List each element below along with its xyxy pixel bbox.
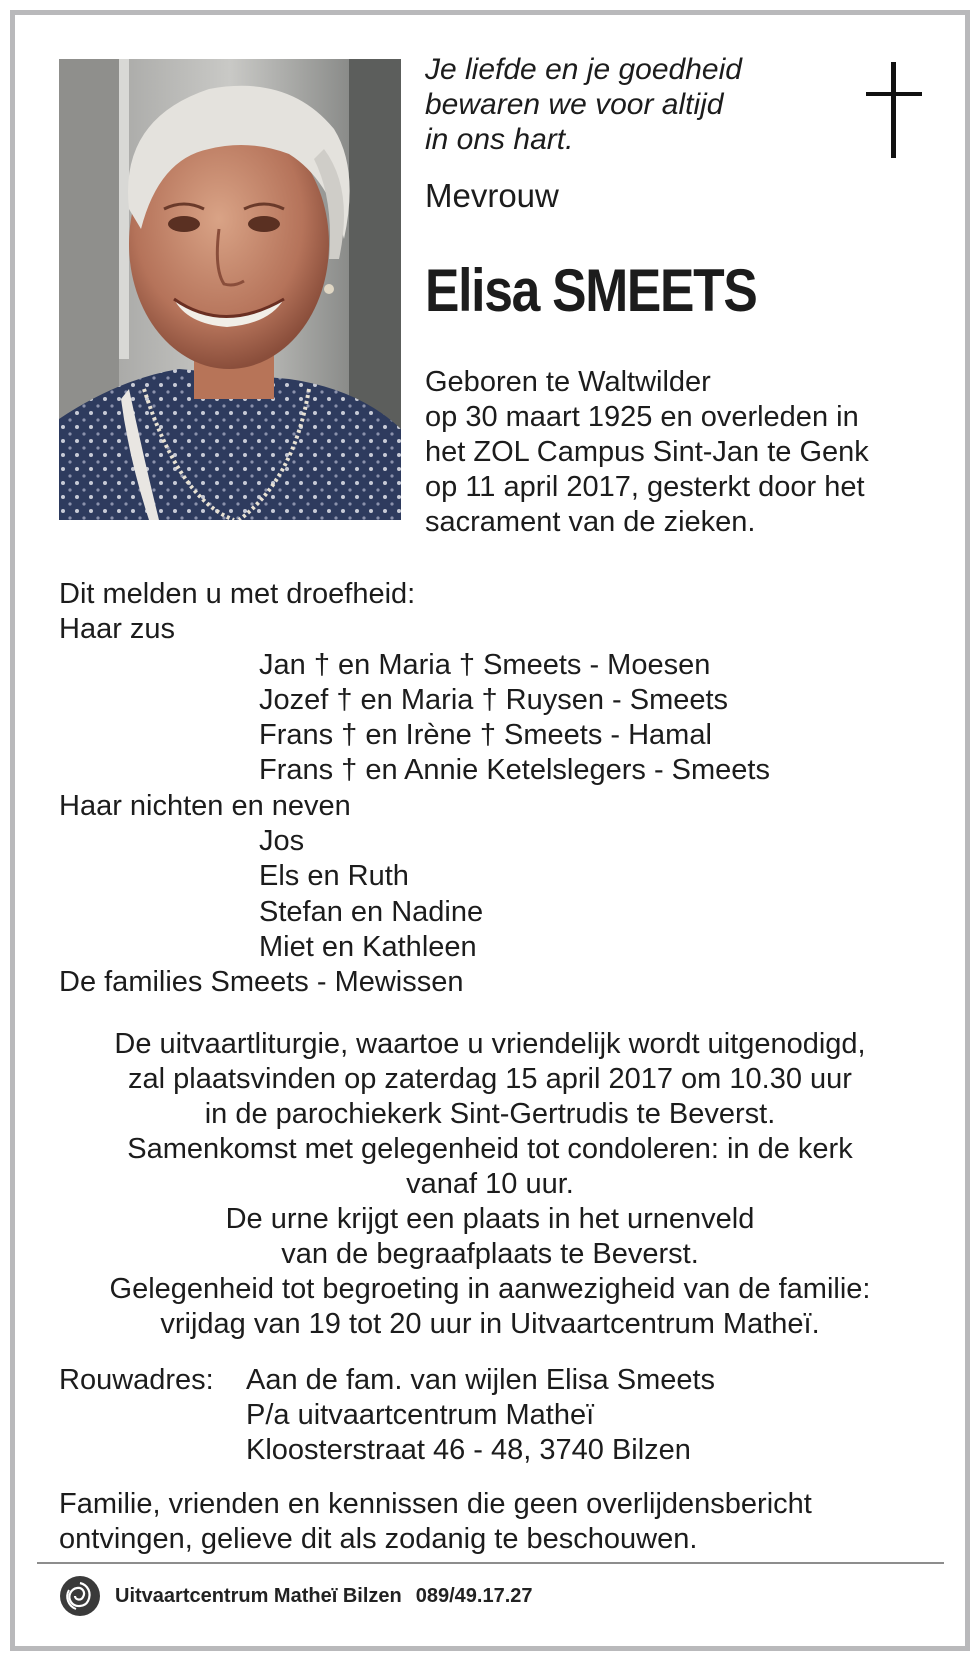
address-line: P/a uitvaartcentrum Matheï bbox=[246, 1399, 595, 1431]
motto-line: bewaren we voor altijd bbox=[425, 88, 724, 121]
funeral-home-footer bbox=[59, 1575, 533, 1617]
detail-line: het ZOL Campus Sint-Jan te Genk bbox=[425, 436, 869, 468]
detail-line: sacrament van de zieken. bbox=[425, 506, 756, 538]
detail-line: op 30 maart 1925 en overleden in bbox=[425, 401, 859, 433]
cross-icon bbox=[866, 62, 922, 158]
address-label: Rouwadres: bbox=[59, 1364, 214, 1396]
address-line: Kloosterstraat 46 - 48, 3740 Bilzen bbox=[246, 1434, 691, 1466]
family-intro: Dit melden u met droefheid: bbox=[59, 578, 416, 610]
funeral-line: zal plaatsvinden op zaterdag 15 april 2017 om 10.30 uur bbox=[128, 1063, 852, 1095]
footer-divider bbox=[37, 1562, 944, 1564]
sister-entry: Jozef † en Maria † Ruysen - Smeets bbox=[259, 683, 729, 716]
memorial-motto bbox=[425, 52, 742, 157]
sister-entry: Jan † en Maria † Smeets - Moesen bbox=[259, 648, 711, 681]
funeral-line: Gelegenheid tot begroeting in aanwezigheid van de familie: bbox=[109, 1273, 871, 1305]
nephew-entry: Stefan en Nadine bbox=[259, 895, 484, 928]
funeral-line: Samenkomst met gelegenheid tot condoleren: in de kerk bbox=[127, 1133, 853, 1165]
sister-entry: Frans † en Irène † Smeets - Hamal bbox=[259, 719, 712, 752]
detail-line: op 11 april 2017, gesterkt door het bbox=[425, 471, 865, 503]
funeral-home-name: Uitvaartcentrum Matheï Bilzen bbox=[115, 1584, 402, 1607]
families-line: De families Smeets - Mewissen bbox=[59, 966, 464, 999]
funeral-line: in de parochiekerk Sint-Gertrudis te Beverst. bbox=[204, 1098, 776, 1130]
funeral-line: De uitvaartliturgie, waartoe u vriendelijk wordt uitgenodigd, bbox=[114, 1028, 866, 1060]
birth-death-details bbox=[425, 365, 869, 540]
closing-notice bbox=[59, 1487, 812, 1557]
deceased-name: Elisa SMEETS bbox=[425, 257, 757, 324]
funeral-line: van de begraafplaats te Beverst. bbox=[281, 1238, 699, 1270]
funeral-line: De urne krijgt een plaats in het urnenveld bbox=[225, 1203, 755, 1235]
funeral-details bbox=[40, 1027, 940, 1342]
motto-line: in ons hart. bbox=[425, 123, 574, 156]
notice-line: ontvingen, gelieve dit als zodanig te beschouwen. bbox=[59, 1523, 698, 1555]
portrait-photo bbox=[59, 59, 401, 520]
address-line: Aan de fam. van wijlen Elisa Smeets bbox=[246, 1364, 716, 1396]
detail-line: Geboren te Waltwilder bbox=[425, 366, 711, 398]
condolence-address bbox=[59, 1363, 715, 1468]
family-announcement bbox=[59, 577, 770, 1001]
motto-line: Je liefde en je goedheid bbox=[425, 53, 742, 86]
salutation: Mevrouw bbox=[425, 177, 559, 214]
rose-emblem-icon bbox=[59, 1575, 101, 1617]
nephews-label: Haar nichten en neven bbox=[59, 789, 351, 822]
sisters-label: Haar zus bbox=[59, 613, 176, 646]
nephew-entry: Els en Ruth bbox=[259, 860, 409, 893]
nephew-entry: Jos bbox=[259, 825, 305, 858]
nephew-entry: Miet en Kathleen bbox=[259, 930, 477, 963]
funeral-home-phone: 089/49.17.27 bbox=[415, 1584, 533, 1607]
sister-entry: Frans † en Annie Ketelslegers - Smeets bbox=[259, 754, 770, 787]
notice-line: Familie, vrienden en kennissen die geen overlijdensbericht bbox=[59, 1488, 812, 1520]
funeral-line: vanaf 10 uur. bbox=[406, 1168, 574, 1200]
funeral-line: vrijdag van 19 tot 20 uur in Uitvaartcentrum Matheï. bbox=[160, 1308, 820, 1340]
